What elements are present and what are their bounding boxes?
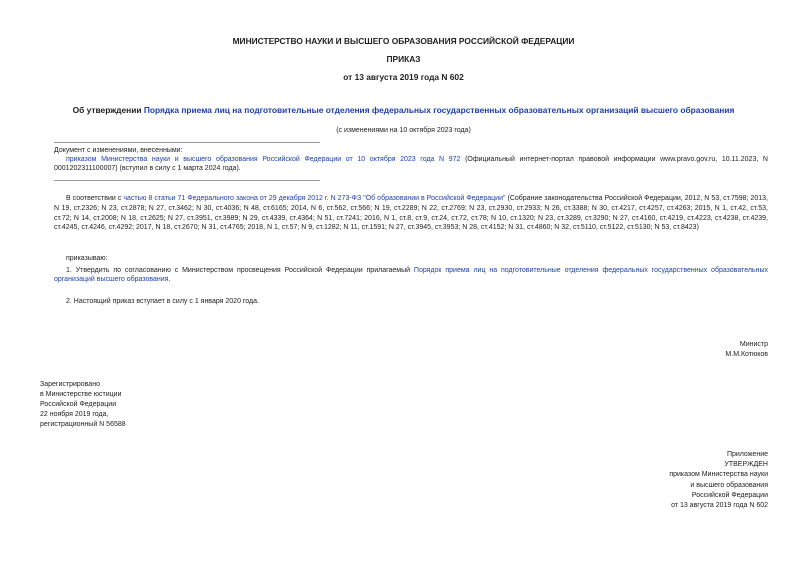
registration-line-1: Зарегистрировано [40, 381, 100, 388]
ministry-name: МИНИСТЕРСТВО НАУКИ И ВЫСШЕГО ОБРАЗОВАНИЯ РОССИЙСКОЙ ФЕДЕРАЦИИ [232, 36, 575, 46]
doc-title-prefix: Об утверждении [72, 105, 144, 115]
preamble-tail: (Собрание законодательства Российской Федерации, 2012, N 53, ст.7598; 2013, N 19, ст.2326; N 23, ст.2878; N 27, ст.3462; N 30, ст.4036; N 48, ст.6165; 2014, N 6, ст.562, ст.566; N 19, ст.2289; N 22, ст.2769; N 23, ст.2930, ст.2933; N 26, ст.3388; N 30, ст.4217, ст.4257, ст.4263; 2015, N 1, ст.42, ст.53, ст.72; N 14, ст.2008; N 18, ст.2625; N 27, ст.3951, ст.3989; N 29, ст.4339, ст.4364; N 51, ст.7241; 2016, N 1, ст.8, ст.9, ст.24, ст.72, ст.78; N 10, ст.1320; N 23, ст.3289, ст.3290; N 27, ст.4160, ст.4219, ст.4223, ст.4238, ст.4239, ст.4245, ст.4246, ст.4292; 2017, N 18, ст.2670; N 31, ст.4765; 2018, N 1, ст.57; N 9, ст.1282; N 11, ст.1591; N 27, ст.3945, ст.3953; N 28, ст.4152; N 31, ст.4860; N 32, ст.5110, ст.5122, ст.5130; N 53, ст.8423) [54, 195, 769, 232]
item1-prefix: 1. Утвердить по согласованию с Министерством просвещения Российской Федерации прилагаемый [66, 267, 414, 274]
doc-date-number: от 13 августа 2019 года N 602 [343, 72, 464, 82]
changes-bottom-rule [54, 180, 320, 181]
registration-line-3: Российской Федерации [40, 401, 117, 408]
preamble [54, 194, 768, 233]
signature-name: М.М.Котюков [725, 351, 768, 358]
appendix-line-2: УТВЕРЖДЕН [724, 461, 768, 469]
changes-intro: Документ с изменениями, внесенными: [54, 147, 183, 154]
changes-tail: (Официальный интернет-портал правовой информации www.pravo.gov.ru, 10.11.2023, N 0001202311100007) (вступил в силу с 1 марта 2024 года). [54, 156, 768, 172]
appendix-line-6: от 13 августа 2019 года N 602 [671, 502, 768, 510]
item1-tail: . [168, 276, 171, 283]
signature-role: Министр [739, 341, 768, 348]
order-word: приказываю: [66, 255, 108, 262]
revision-note: (с изменениями на 10 октября 2023 года) [336, 127, 471, 134]
registration-line-4: 22 ноября 2019 года, [40, 411, 109, 418]
appendix-line-4: и высшего образования [690, 481, 768, 489]
preamble-link[interactable]: частью 8 статьи 71 Федерального закона от 29 декабря 2012 г. N 273-ФЗ "Об образовании в Российской Федерации" [123, 195, 506, 202]
registration-block [40, 380, 126, 430]
appendix-line-3: приказом Министерства науки [669, 471, 768, 479]
doc-type: ПРИКАЗ [386, 54, 421, 64]
changes-text [54, 155, 768, 173]
order-item-2: 2. Настоящий приказ вступает в силу с 1 января 2020 года. [66, 298, 259, 305]
registration-line-2: в Министерстве юстиции [40, 391, 122, 398]
changes-top-rule [54, 142, 320, 143]
item1-link[interactable]: Порядок приема лиц на подготовительные отделения федеральных государственных образовательных организаций высшего образования [54, 267, 768, 283]
appendix-block [568, 450, 768, 511]
doc-title [0, 106, 807, 115]
changes-link[interactable]: приказом Министерства науки и высшего образования Российской Федерации от 10 октября 2023 года N 972 [66, 156, 461, 163]
registration-line-5: регистрационный N 56588 [40, 421, 126, 428]
appendix-line-5: Российской Федерации [691, 491, 768, 499]
order-item-1 [54, 266, 768, 284]
doc-title-link[interactable]: Порядка приема лиц на подготовительные отделения федеральных государственных образовательных организаций высшего образования [143, 105, 735, 115]
appendix-line-1: Приложение [726, 451, 768, 458]
preamble-prefix: В соответствии с [66, 195, 124, 202]
